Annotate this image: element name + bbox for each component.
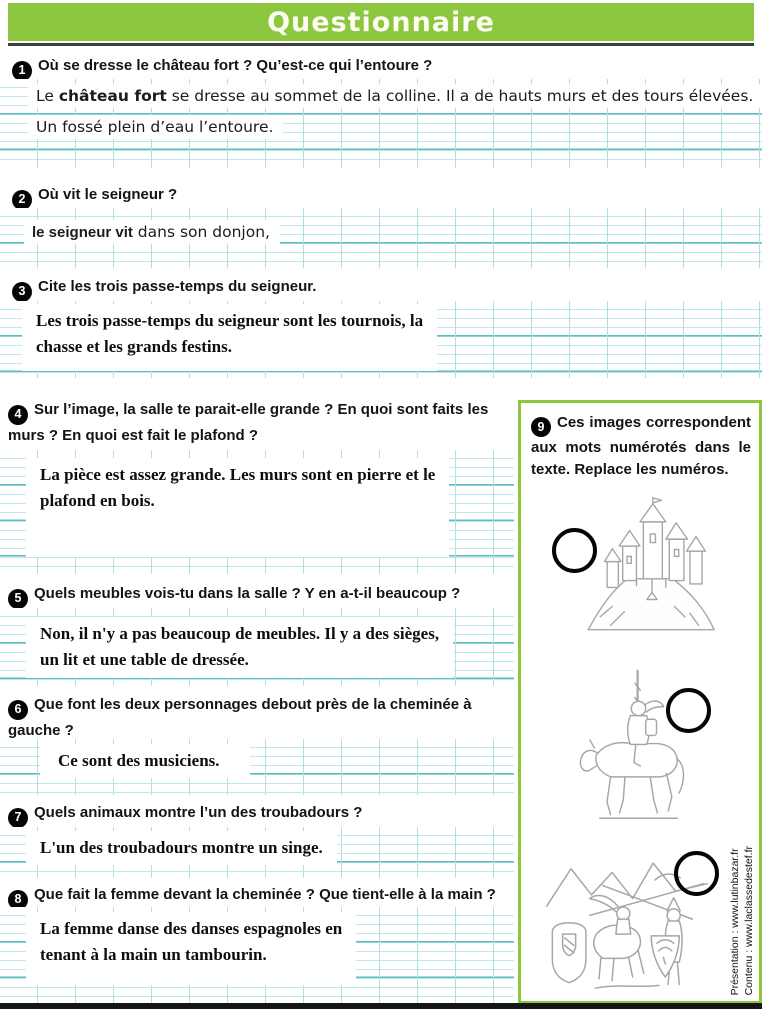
answer-2-line-1: le seigneur vit dans son donjon, <box>24 220 280 244</box>
answer-7-text: L'un des troubadours montre un singe. <box>26 831 337 865</box>
question-1-text: Où se dresse le château fort ? Qu’est-ce qui l’entoure ? <box>38 57 433 74</box>
bottom-border <box>0 1003 762 1009</box>
answer-area-5 <box>0 608 514 686</box>
question-number-badge: 3 <box>12 282 32 302</box>
header-divider <box>8 43 754 46</box>
question-number-badge: 8 <box>8 890 28 910</box>
answer-area-1 <box>0 79 762 168</box>
answer-5-text: Non, il n'y a pas beaucoup de meubles. Il y a des sièges, un lit et une table de dressée. <box>26 617 453 678</box>
question-number-badge: 4 <box>8 405 28 425</box>
answer-4-text: La pièce est assez grande. Les murs sont en pierre et le plafond en bois. <box>26 458 449 557</box>
question-number-badge: 1 <box>12 61 32 81</box>
answer-circle-1[interactable] <box>552 528 597 573</box>
question-3-text: Cite les trois passe-temps du seigneur. <box>38 278 317 295</box>
knight-sketch <box>571 658 706 830</box>
answer-1-line-2: Un fossé plein d’eau l’entoure. <box>28 115 283 139</box>
question-1 <box>12 55 742 81</box>
answer-circle-2[interactable] <box>666 688 711 733</box>
question-9-text: Ces images correspondent aux mots numérotés dans le texte. Replace les numéros. <box>531 414 751 478</box>
question-6-text: Que font les deux personnages debout près de la cheminée à gauche ? <box>8 696 472 739</box>
castle-sketch <box>583 481 721 649</box>
question-2-text: Où vit le seigneur ? <box>38 186 178 203</box>
question-5 <box>8 583 460 609</box>
question-6 <box>8 694 514 741</box>
images-panel <box>518 400 762 1004</box>
question-number-badge: 7 <box>8 808 28 828</box>
question-7-text: Quels animaux montre l’un des troubadours ? <box>34 804 363 821</box>
question-2 <box>12 184 742 210</box>
question-8 <box>8 884 496 910</box>
answer-1-line-1: Le château fort se dresse au sommet de la colline. Il a de hauts murs et des tours élevées. <box>28 84 762 108</box>
answer-area-3 <box>0 301 762 378</box>
question-7 <box>8 802 362 828</box>
page-title: Questionnaire <box>267 6 495 38</box>
question-number-badge: 5 <box>8 589 28 609</box>
question-3 <box>12 276 742 302</box>
answer-area-4 <box>0 450 514 574</box>
credit-presentation: Présentation : www.lutinbazar.fr <box>728 847 741 995</box>
answer-8-text: La femme danse des danses espagnoles en tenant à la main un tambourin. <box>26 912 356 985</box>
question-number-badge: 9 <box>531 417 551 437</box>
answer-area-6 <box>0 739 514 795</box>
question-5-text: Quels meubles vois-tu dans la salle ? Y en a-t-il beaucoup ? <box>34 585 461 602</box>
question-4-text: Sur l’image, la salle te parait-elle grande ? En quoi sont faits les murs ? En quoi est fait le plafond ? <box>8 401 489 444</box>
question-9 <box>531 412 751 481</box>
credits <box>729 846 757 995</box>
answer-area-7 <box>0 827 514 878</box>
question-number-badge: 6 <box>8 700 28 720</box>
answer-6-text: Ce sont des musiciens. <box>40 744 250 778</box>
answer-3-text: Les trois passe-temps du seigneur sont les tournois, la chasse et les grands festins. <box>22 304 437 371</box>
answer-area-2 <box>0 208 762 268</box>
question-8-text: Que fait la femme devant la cheminée ? Que tient-elle à la main ? <box>34 886 496 903</box>
credit-contenu: Contenu : www.laclassedestef.fr <box>743 845 756 995</box>
header-banner <box>8 3 754 41</box>
answer-circle-3[interactable] <box>674 851 719 896</box>
question-number-badge: 2 <box>12 190 32 210</box>
question-4 <box>8 399 514 446</box>
answer-area-8 <box>0 907 514 1004</box>
